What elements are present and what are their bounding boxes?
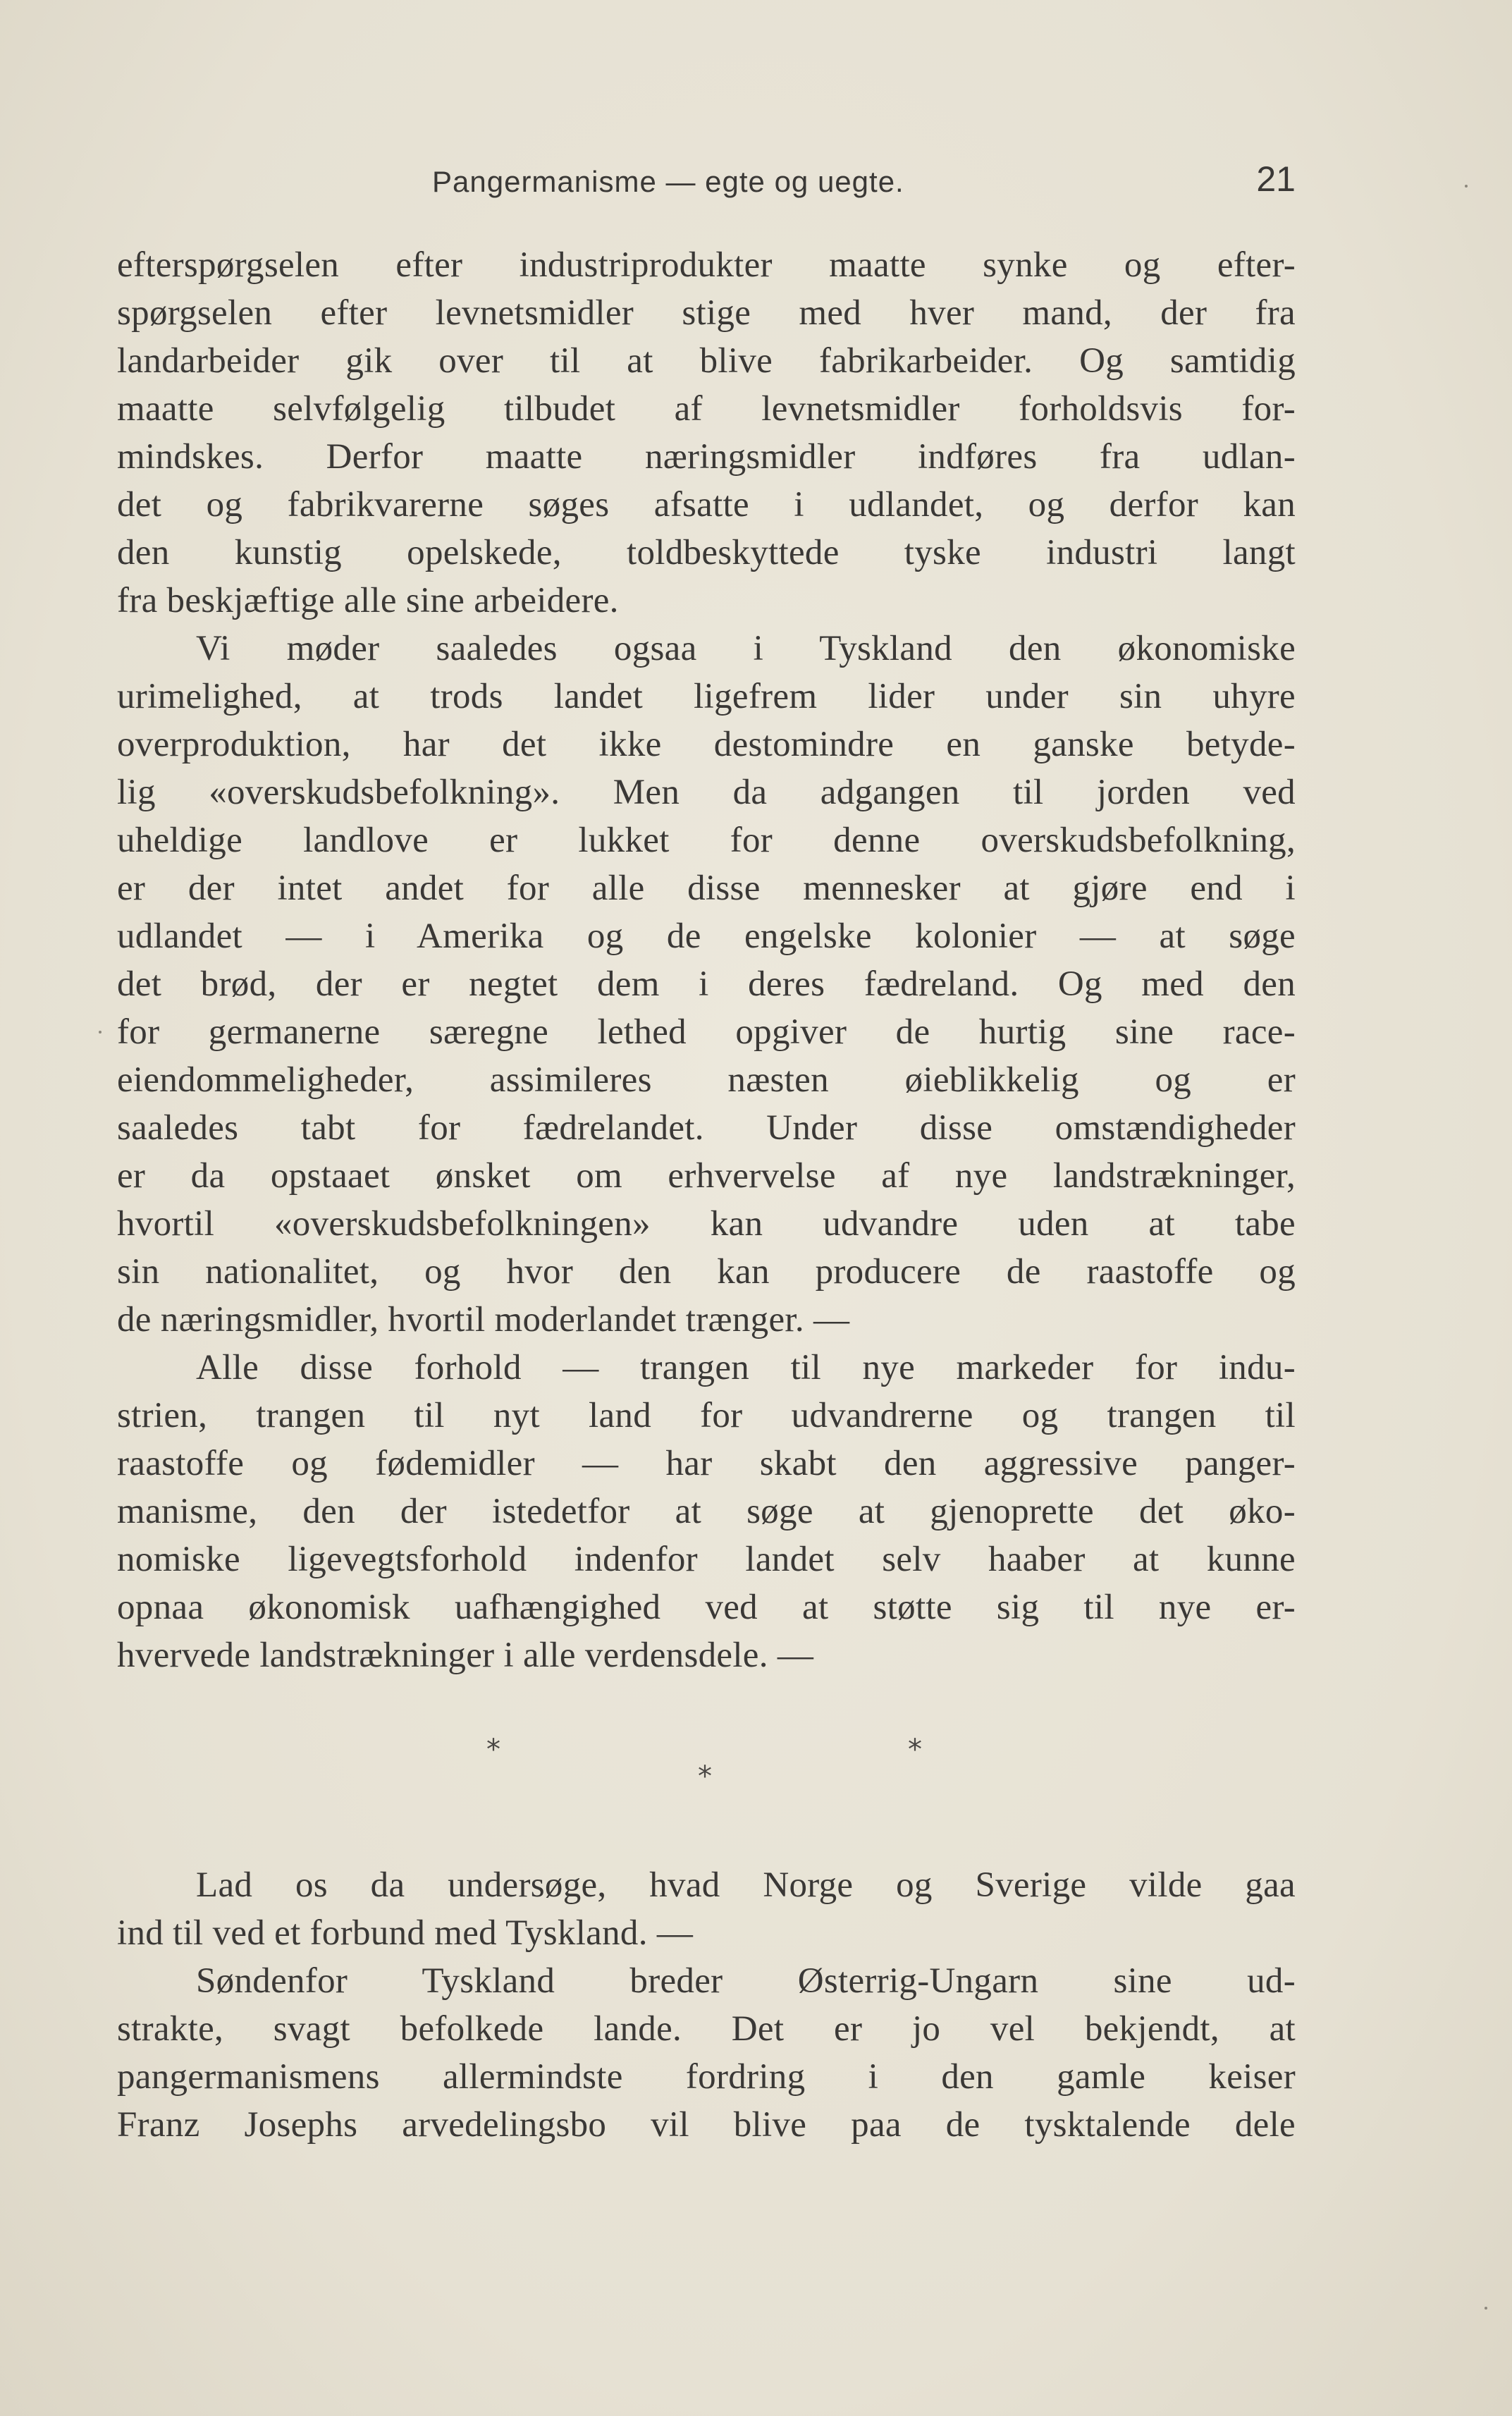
paper-speck — [1465, 185, 1468, 188]
text-line: udlandet — i Amerika og de engelske kolonier — at søge — [117, 916, 1296, 956]
body-text-continued — [117, 1861, 1296, 2149]
text-line: hvervede landstrækninger i alle verdensdele. — — [117, 1636, 814, 1675]
asterisk-left: * — [486, 1734, 500, 1766]
text-line: raastoffe og fødemidler — har skabt den aggressive panger- — [117, 1444, 1296, 1483]
running-title: Pangermanisme — egte og uegte. — [432, 165, 904, 198]
text-line: opnaa økonomisk uafhængighed ved at støtte sig til nye er- — [117, 1588, 1296, 1627]
text-line: Lad os da undersøge, hvad Norge og Sverige vilde gaa — [196, 1865, 1296, 1905]
text-line: pangermanismens allermindste fordring i den gamle keiser — [117, 2057, 1296, 2097]
text-line: er der intet andet for alle disse mennesker at gjøre end i — [117, 869, 1296, 908]
section-break-asterism — [0, 1736, 1512, 1799]
text-line: overproduktion, har det ikke destomindre en ganske betyde- — [117, 725, 1296, 764]
text-line: uheldige landlove er lukket for denne overskudsbefolkning, — [117, 821, 1296, 860]
text-line: Søndenfor Tyskland breder Østerrig-Ungarn sine ud- — [196, 1961, 1296, 2001]
text-line: nomiske ligevegtsforhold indenfor landet selv haaber at kunne — [117, 1540, 1296, 1579]
text-line: mindskes. Derfor maatte næringsmidler indføres fra udlan- — [117, 437, 1296, 477]
text-line: hvortil «overskudsbefolkningen» kan udvandre uden at tabe — [117, 1204, 1296, 1244]
asterisk-right: * — [908, 1734, 922, 1766]
text-line: Vi møder saaledes ogsaa i Tyskland den økonomiske — [196, 629, 1296, 668]
body-text-main — [117, 241, 1296, 1679]
asterisk-middle: * — [698, 1760, 712, 1793]
text-line: fra beskjæftige alle sine arbeidere. — [117, 581, 619, 620]
text-line: manisme, den der istedetfor at søge at gjenoprette det øko- — [117, 1492, 1296, 1531]
text-line: det og fabrikvarerne søges afsatte i udlandet, og derfor kan — [117, 485, 1296, 525]
text-line: spørgselen efter levnetsmidler stige med hver mand, der fra — [117, 293, 1296, 333]
text-line: er da opstaaet ønsket om erhvervelse af nye landstrækninger, — [117, 1156, 1296, 1196]
text-line: maatte selvfølgelig tilbudet af levnetsmidler forholdsvis for- — [117, 389, 1296, 429]
text-line: Franz Josephs arvedelingsbo vil blive paa de tysktalende dele — [117, 2105, 1296, 2145]
text-line: lig «overskudsbefolkning». Men da adgangen til jorden ved — [117, 773, 1296, 812]
paper-speck — [1485, 2307, 1487, 2310]
text-line: strien, trangen til nyt land for udvandrerne og trangen til — [117, 1396, 1296, 1435]
text-line: ind til ved et forbund med Tyskland. — — [117, 1913, 694, 1953]
text-line: efterspørgselen efter industriprodukter maatte synke og efter- — [117, 245, 1296, 285]
text-line: det brød, der er negtet dem i deres fædreland. Og med den — [117, 964, 1296, 1004]
paper-speck — [99, 1031, 102, 1034]
text-line: for germanerne særegne lethed opgiver de hurtig sine race- — [117, 1012, 1296, 1052]
page-number: 21 — [1256, 159, 1296, 199]
running-head — [117, 161, 1296, 203]
text-line: saaledes tabt for fædrelandet. Under disse omstændigheder — [117, 1108, 1296, 1148]
text-line: sin nationalitet, og hvor den kan producere de raastoffe og — [117, 1252, 1296, 1292]
text-line: Alle disse forhold — trangen til nye markeder for indu- — [196, 1348, 1296, 1387]
text-line: eiendommeligheder, assimileres næsten øieblikkelig og er — [117, 1060, 1296, 1100]
text-line: urimelighed, at trods landet ligefrem lider under sin uhyre — [117, 677, 1296, 716]
text-line: strakte, svagt befolkede lande. Det er jo vel bekjendt, at — [117, 2009, 1296, 2049]
text-line: de næringsmidler, hvortil moderlandet trænger. — — [117, 1300, 850, 1339]
text-line: den kunstig opelskede, toldbeskyttede tyske industri langt — [117, 533, 1296, 572]
text-line: landarbeider gik over til at blive fabrikarbeider. Og samtidig — [117, 341, 1296, 381]
